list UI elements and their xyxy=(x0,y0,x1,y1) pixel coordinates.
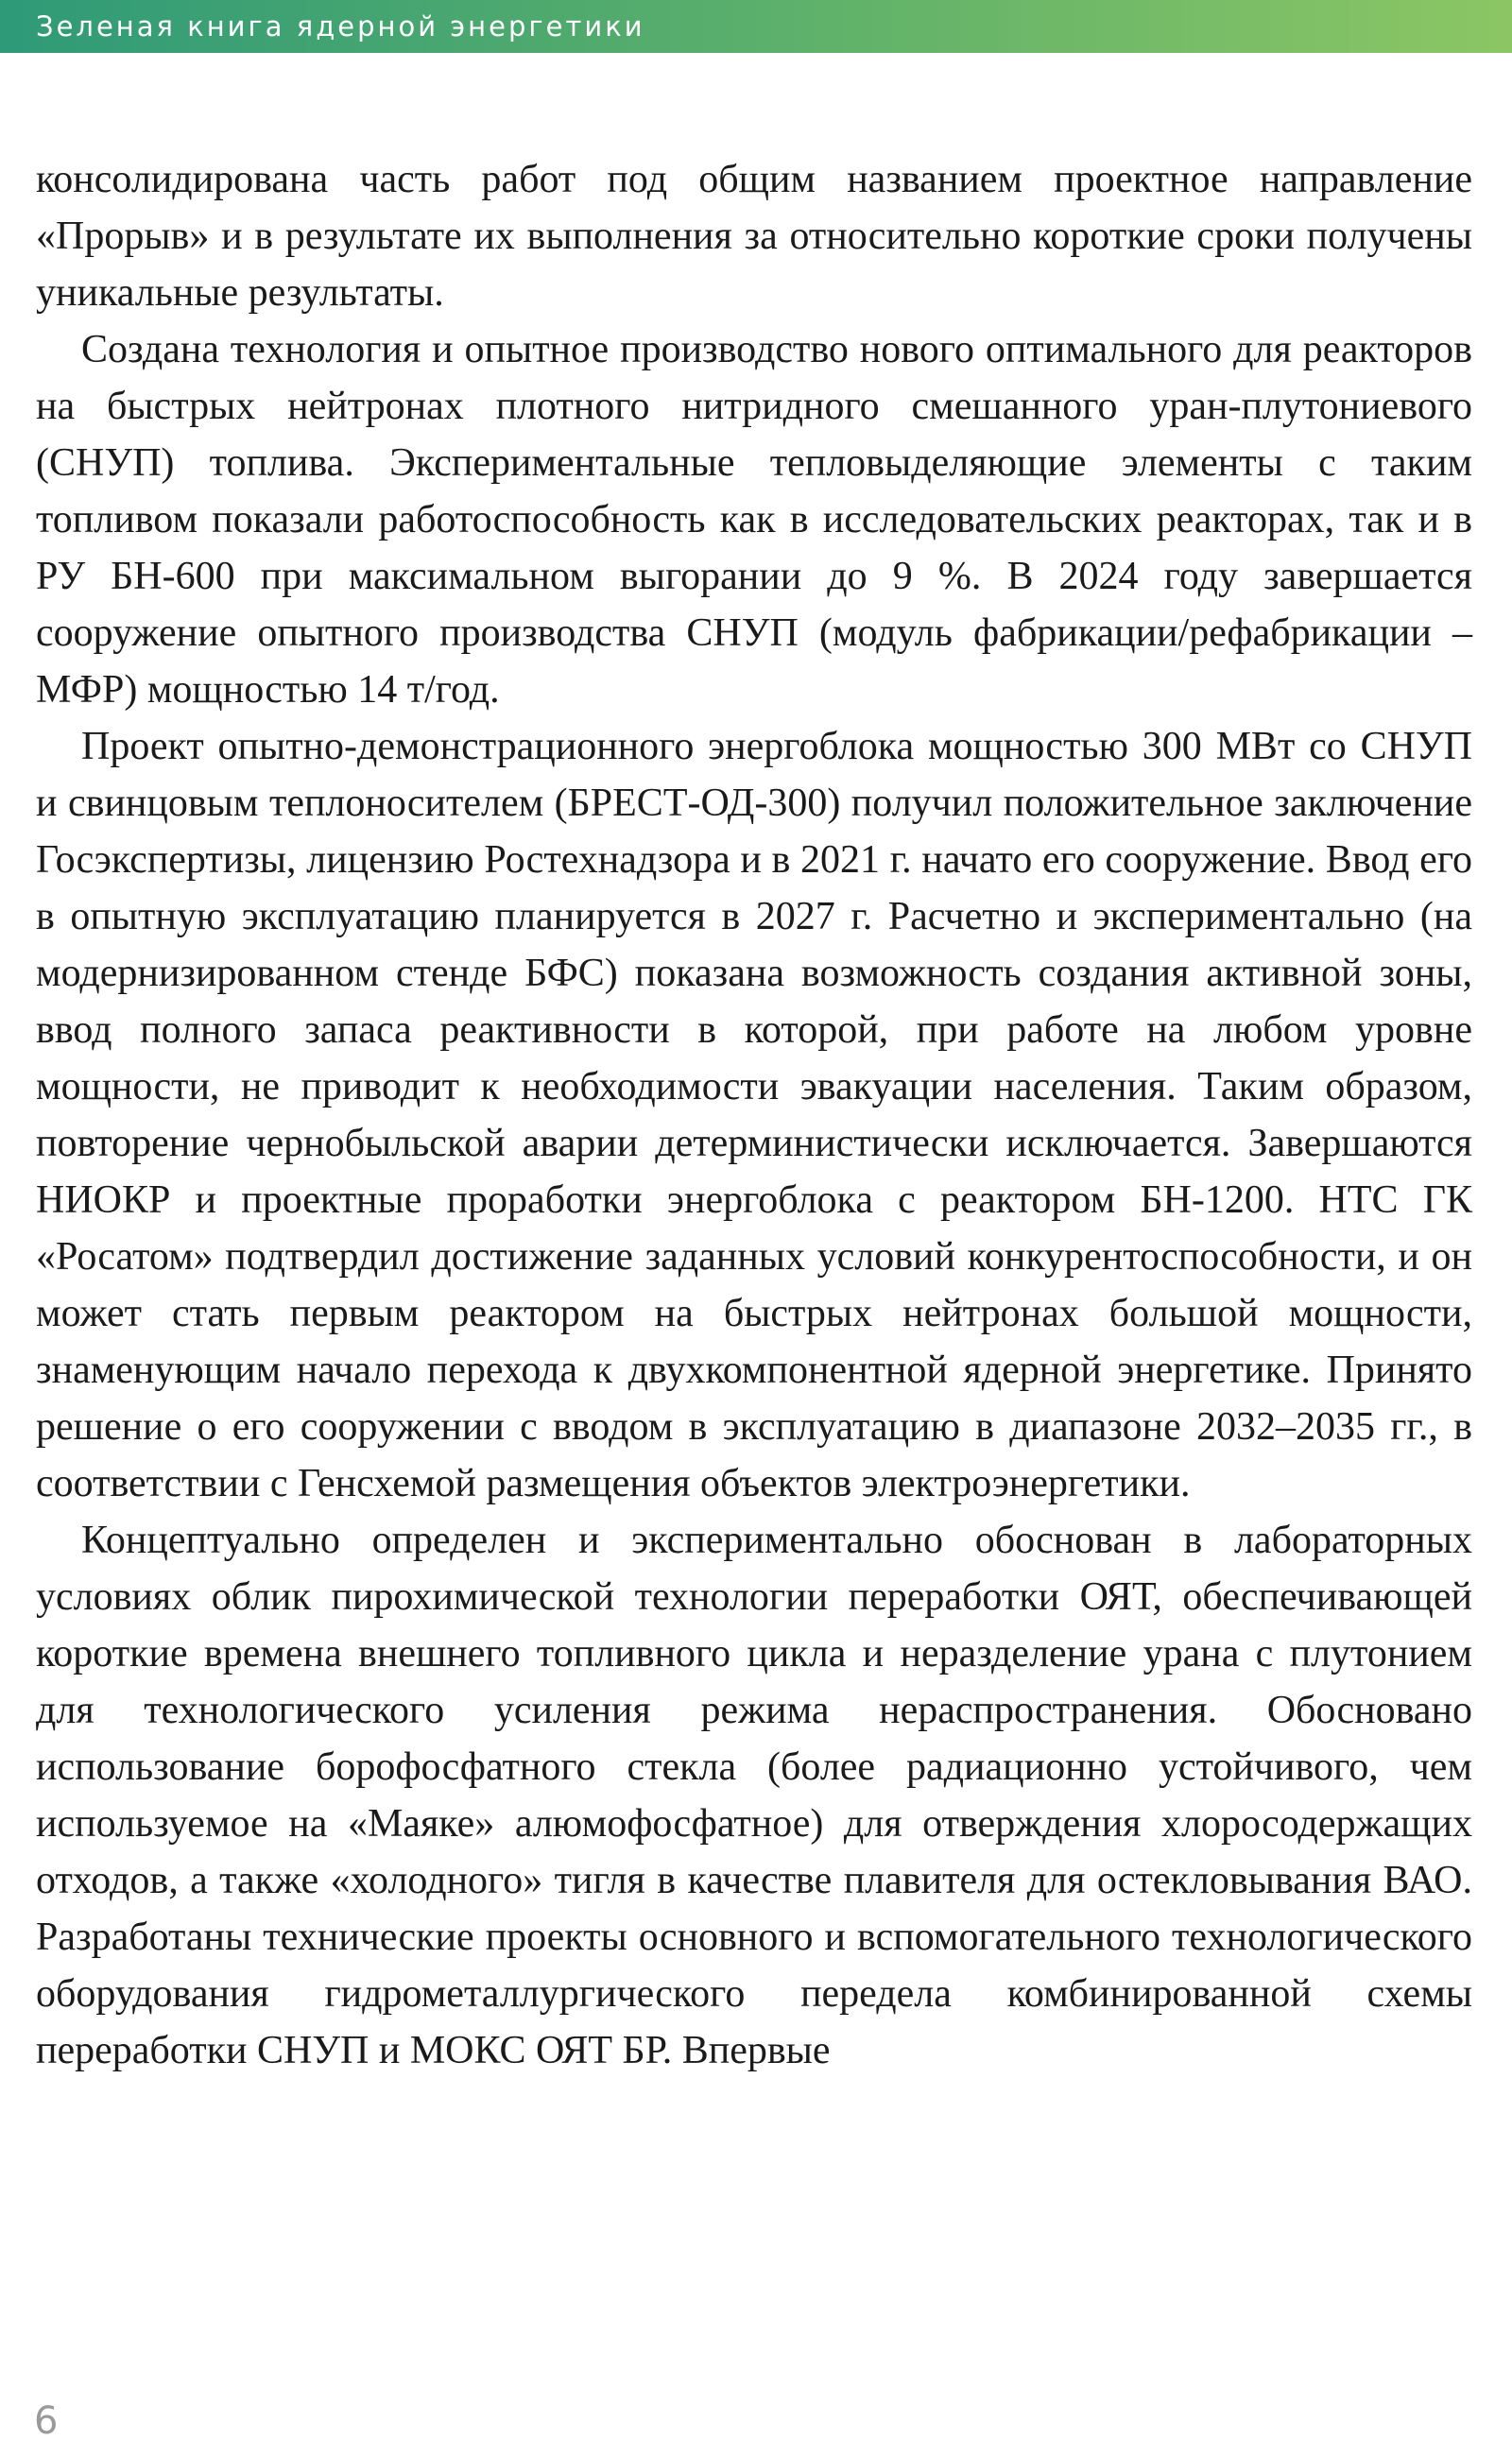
header-band xyxy=(0,0,1512,53)
running-header-title: Зеленая книга ядерной энергетики xyxy=(36,10,645,43)
paragraph-brest-od-300: Проект опытно-демонстрационного энергоблока мощностью 300 МВт со СНУП и свинцовым теплоносителем (БРЕСТ-ОД-300) получил положительное заключение Госэкспертизы, лицензию Ростехнадзора и в 2021 г. начато его сооружение. Ввод его в опытную эксплуатацию планируется в 2027 г. Расчетно и экспериментально (на модернизированном стенде БФС) показана возможность создания активной зоны, ввод полного запаса реактивности в которой, при работе на любом уровне мощности, не приводит к необходимости эвакуации населения. Таким образом, повторение чернобыльской аварии детерминистически исключается. Завершаются НИОКР и проектные проработки энергоблока с реактором БН-1200. НТС ГК «Росатом» подтвердил достижение заданных условий конкурентоспособности, и он может стать первым реактором на быстрых нейтронах большой мощности, знаменующим начало перехода к двухкомпонентной ядерной энергетике. Принято решение о его сооружении с вводом в эксплуатацию в диапазоне 2032–2035 гг., в соответствии с Генсхемой размещения объектов электроэнергетики. xyxy=(36,725,1472,1505)
paragraph-pyrochemical: Концептуально определен и экспериментально обоснован в лабораторных условиях облик пирохимической технологии переработки ОЯТ, обеспечивающей короткие времена внешнего топливного цикла и неразделение урана с плутонием для технологического усиления режима нераспространения. Обосновано использование борофосфатного стекла (более радиационно устойчивого, чем используемое на «Маяке» алюмофосфатное) для отверждения хлоросодержащих отходов, а также «холодного» тигля в качестве плавителя для остекловывания ВАО. Разработаны технические проекты основного и вспомогательного технологического оборудования гидрометаллургического передела комбинированной схемы переработки СНУП и МОКС ОЯТ БР. Впервые xyxy=(36,1519,1472,2072)
paragraph-snup-fuel: Создана технология и опытное производство нового оптимального для реакторов на быстрых нейтронах плотного нитридного смешанного уран-плутониевого (СНУП) топлива. Экспериментальные тепловыделяющие элементы с таким топливом показали работоспособность как в исследовательских реакторах, так и в РУ БН-600 при максимальном выгорании до 9 %. В 2024 году завершается сооружение опытного производства СНУП (модуль фабрикации/рефабрикации – МФР) мощностью 14 т/год. xyxy=(36,328,1472,712)
body-text xyxy=(36,151,1472,2079)
page-number: 6 xyxy=(34,2399,59,2443)
paragraph-continued: консолидирована часть работ под общим названием проектное направление «Прорыв» и в результате их выполнения за относительно короткие сроки получены уникальные результаты. xyxy=(36,158,1472,315)
